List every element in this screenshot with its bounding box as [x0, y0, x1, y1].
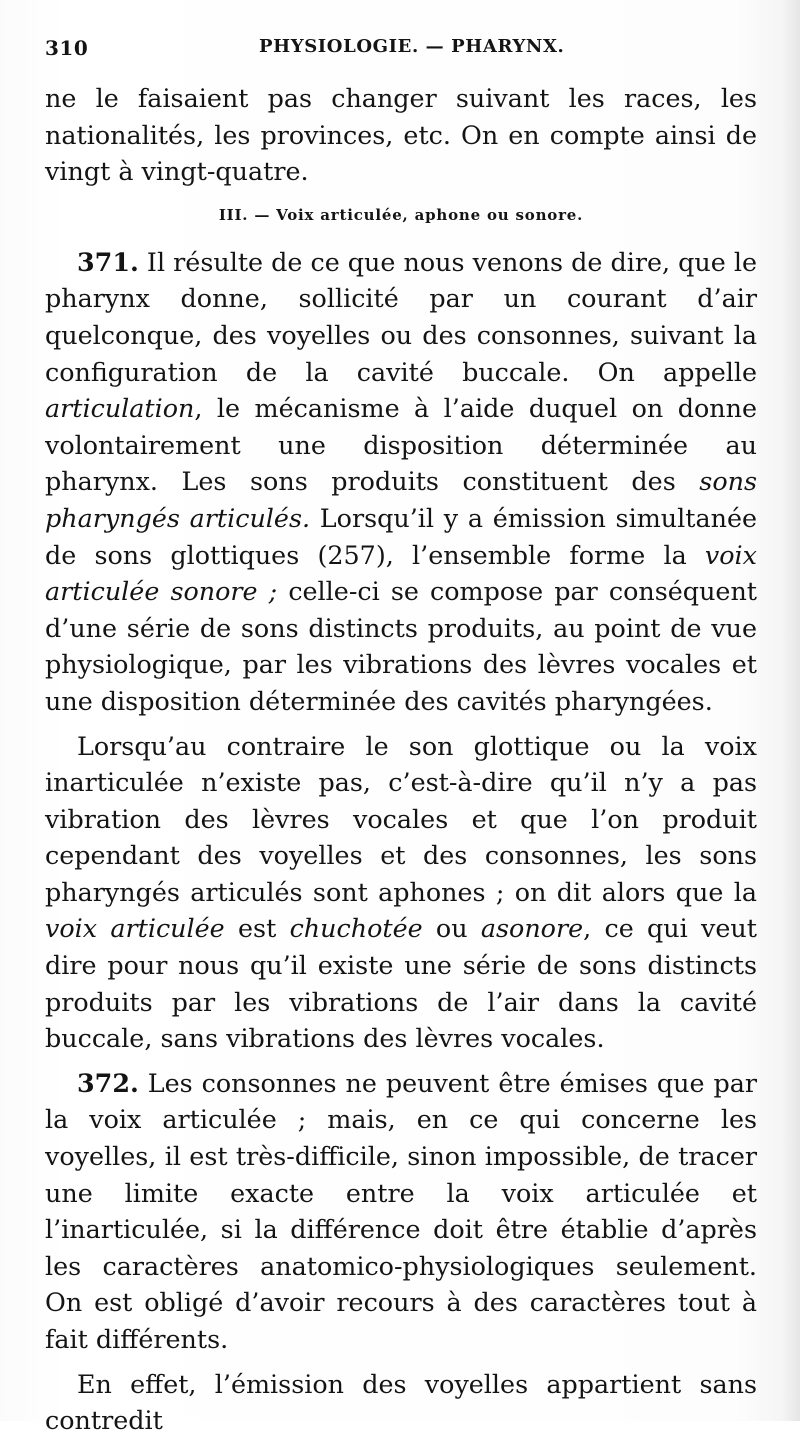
italic-term: sons pharyngés articulés.: [45, 466, 757, 533]
section-heading: III. — Voix articulée, aphone ou sonore.: [218, 205, 584, 224]
paragraph-text: Lorsqu’il y a émission simultanée de sons glottiques (257), l’ensemble forme la: [45, 502, 757, 570]
paragraph-text: celle-ci se compose par conséquent d’une série de sons distincts produits, au point de vue physiologique, par les vibrations des lèvres vocales et une disposition déterminée des cavités pharyngées.: [45, 576, 757, 716]
paragraph-text: Lorsqu’au contraire le son glottique ou la voix inarticulée n’existe pas, c’est-à-dire qu’il n’y a pas vibration des lèvres vocales et que l’on produit cependant des voyelles et des consonnes, les sons pharyngés articulés sont aphones ; on dit alors que la: [45, 730, 757, 907]
paragraph-continued: En effet, l’émission des voyelles appartient sans contredit: [45, 1368, 757, 1436]
paragraph-gap: [45, 720, 757, 728]
italic-term: chuchotée: [289, 913, 423, 944]
running-head: [45, 36, 755, 76]
main-text: [45, 80, 757, 1439]
paragraph-gap: [45, 1358, 757, 1366]
paragraph-number: 372.: [77, 1067, 139, 1098]
paragraph-gap: [45, 1057, 757, 1065]
italic-term: asonore: [480, 913, 584, 944]
page-number: 310: [45, 36, 89, 60]
paragraph-text: Il résulte de ce que nous venons de dire, que le pharynx donne, sollicité par un courant d’air quelconque, des voyelles ou des consonnes, suivant la configuration de la cavité buccale. On appelle: [45, 246, 757, 387]
paragraph-number: 371.: [77, 246, 139, 277]
running-title: PHYSIOLOGIE. — PHARYNX.: [259, 36, 565, 57]
paragraph-text: Les consonnes ne peuvent être émises que par la voix articulée ; mais, en ce qui concerne les voyelles, il est très-difficile, sinon impossible, de tracer une limite exacte entre la voix articulée et l’inarticulée, si la différence doit être établie d’après les caractères anatomico-physiologiques seulement. On est obligé d’avoir recours à des caractères tout à fait différents.: [45, 1067, 757, 1354]
paragraph-text: , le mécanisme à l’aide duquel on donne volontairement une disposition déterminée au pharynx. Les sons produits constituent des: [45, 393, 757, 497]
paragraph-continuation: ne le faisaient pas changer suivant les races, les nationalités, les provinces, etc. On en compte ainsi de vingt à vingt-quatre.: [45, 83, 757, 187]
italic-term: voix articulée: [45, 913, 225, 944]
paragraph-text: ou: [422, 913, 481, 944]
paragraph-aphone: [45, 728, 757, 1057]
paragraph-text: est: [224, 913, 290, 944]
italic-term: voix articulée sonore ;: [45, 539, 757, 607]
page-spine-shadow: [782, 0, 800, 1421]
italic-term: articulation: [45, 393, 195, 424]
paragraph-371: [45, 244, 757, 720]
paragraph-text: , ce qui veut dire pour nous qu’il existe une série de sons distincts produits par les vibrations de l’air dans la cavité buccale, sans vibrations des lèvres vocales.: [45, 913, 757, 1054]
paragraph-372: [45, 1065, 757, 1358]
